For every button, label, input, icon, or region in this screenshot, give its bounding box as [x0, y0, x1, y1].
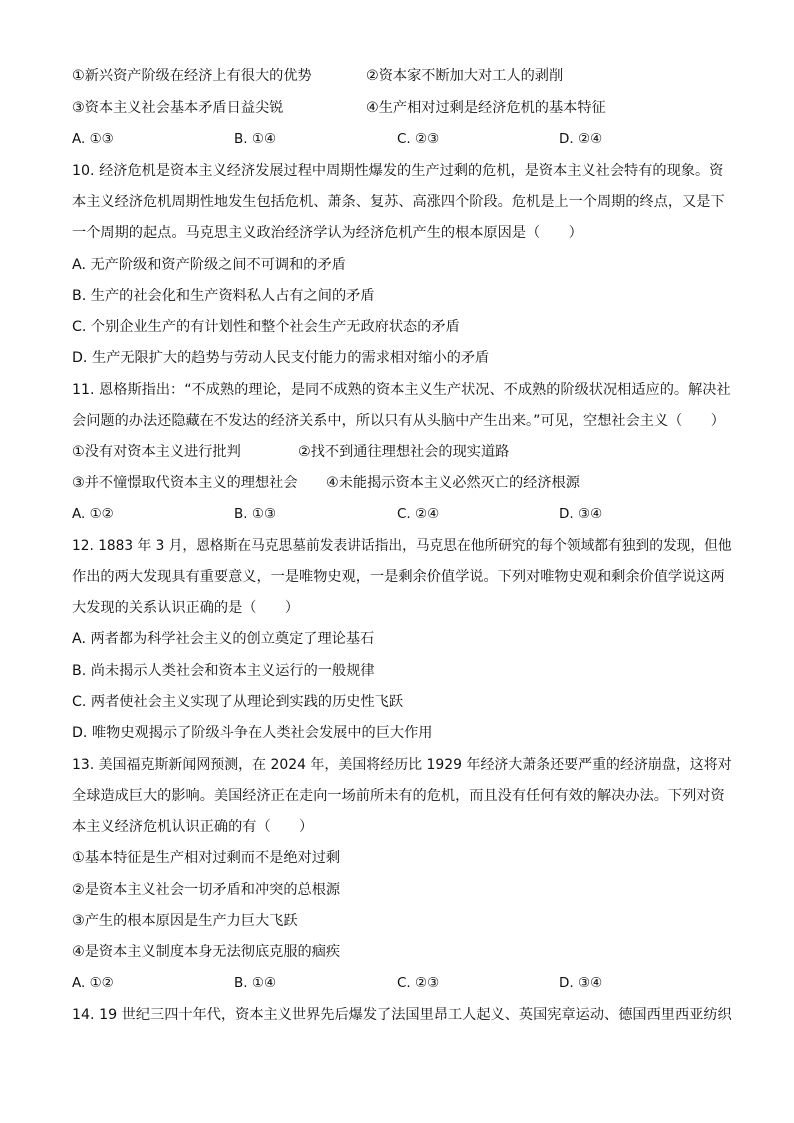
q9-option-b: B. ①④	[234, 131, 277, 147]
q13-option-c: C. ②③	[397, 975, 440, 991]
q11-option-c: C. ②④	[397, 506, 440, 522]
q13-option-d: D. ③④	[559, 975, 603, 991]
q10-option-d: D. 生产无限扩大的趋势与劳动人民支付能力的需求相对缩小的矛盾	[72, 350, 490, 366]
q9-statement-2: ②资本家不断加大对工人的剥削	[366, 68, 564, 84]
q13-statement-4: ④是资本主义制度本身无法彻底克服的痼疾	[72, 944, 341, 960]
q14-stem-line-1: 14. 19 世纪三四十年代，资本主义世界先后爆发了法国里昂工人起义、英国宪章运动、德国西里西亚纺织	[72, 1007, 732, 1023]
q9-option-c: C. ②③	[397, 131, 440, 147]
q13-option-a: A. ①②	[72, 975, 114, 991]
q12-option-c: C. 两者使社会主义实现了从理论到实践的历史性飞跃	[72, 694, 404, 710]
q13-statement-2: ②是资本主义社会一切矛盾和冲突的总根源	[72, 882, 341, 898]
q11-stem-line-1: 11. 恩格斯指出：“不成熟的理论，是同不成熟的资本主义生产状况、不成熟的阶级状况相适应的。解决社	[72, 382, 731, 398]
q11-statement-2: ②找不到通往理想社会的现实道路	[298, 444, 510, 460]
q11-statement-4: ④未能揭示资本主义必然灭亡的经济根源	[326, 475, 580, 491]
q12-stem-line-2: 作出的两大发现具有重要意义，一是唯物史观，一是剩余价值学说。下列对唯物史观和剩余价值学说这两	[72, 569, 725, 585]
q13-stem-line-1: 13. 美国福克斯新闻网预测，在 2024 年，美国将经历比 1929 年经济大萧条还要严重的经济崩盘，这将对	[72, 757, 732, 773]
q9-option-d: D. ②④	[559, 131, 603, 147]
q11-option-d: D. ③④	[559, 506, 603, 522]
q12-option-b: B. 尚未揭示人类社会和资本主义运行的一般规律	[72, 663, 375, 679]
q12-option-d: D. 唯物史观揭示了阶级斗争在人类社会发展中的巨大作用	[72, 725, 433, 741]
q13-statement-1: ①基本特征是生产相对过剩而不是绝对过剩	[72, 850, 341, 866]
q12-stem-line-1: 12. 1883 年 3 月，恩格斯在马克思墓前发表讲话指出，马克思在他所研究的每个领域都有独到的发现，但他	[72, 538, 732, 554]
q13-stem-line-2: 全球造成巨大的影响。美国经济正在走向一场前所未有的危机，而且没有任何有效的解决办法。下列对资	[72, 788, 725, 804]
q10-stem-line-1: 10. 经济危机是资本主义经济发展过程中周期性爆发的生产过剩的危机，是资本主义社会特有的现象。资	[72, 163, 724, 179]
q13-stem-line-3: 本主义经济危机认识正确的有（ ）	[72, 819, 314, 835]
q13-option-b: B. ①④	[234, 975, 277, 991]
q11-stem-line-2: 会问题的办法还隐藏在不发达的经济关系中，所以只有从头脑中产生出来。”可见，空想社会主义（ ）	[72, 413, 725, 429]
q9-statement-1: ①新兴资产阶级在经济上有很大的优势	[72, 68, 312, 84]
q11-option-b: B. ①③	[234, 506, 277, 522]
q10-option-a: A. 无产阶级和资产阶级之间不可调和的矛盾	[72, 257, 346, 273]
q9-statement-4: ④生产相对过剩是经济危机的基本特征	[366, 100, 606, 116]
q9-option-a: A. ①③	[72, 131, 114, 147]
q10-stem-line-3: 一个周期的起点。马克思主义政治经济学认为经济危机产生的根本原因是（ ）	[72, 225, 583, 241]
q11-statement-3: ③并不憧憬取代资本主义的理想社会	[72, 475, 298, 491]
q11-statement-1: ①没有对资本主义进行批判	[72, 444, 241, 460]
q9-statement-3: ③资本主义社会基本矛盾日益尖锐	[72, 100, 284, 116]
q13-statement-3: ③产生的根本原因是生产力巨大飞跃	[72, 913, 298, 929]
q10-option-b: B. 生产的社会化和生产资料私人占有之间的矛盾	[72, 288, 375, 304]
q11-option-a: A. ①②	[72, 506, 114, 522]
q12-option-a: A. 两者都为科学社会主义的创立奠定了理论基石	[72, 631, 375, 647]
q12-stem-line-3: 大发现的关系认识正确的是（ ）	[72, 600, 300, 616]
q10-option-c: C. 个别企业生产的有计划性和整个社会生产无政府状态的矛盾	[72, 319, 460, 335]
q10-stem-line-2: 本主义经济危机周期性地发生包括危机、萧条、复苏、高涨四个阶段。危机是上一个周期的终点，又是下	[72, 194, 725, 210]
